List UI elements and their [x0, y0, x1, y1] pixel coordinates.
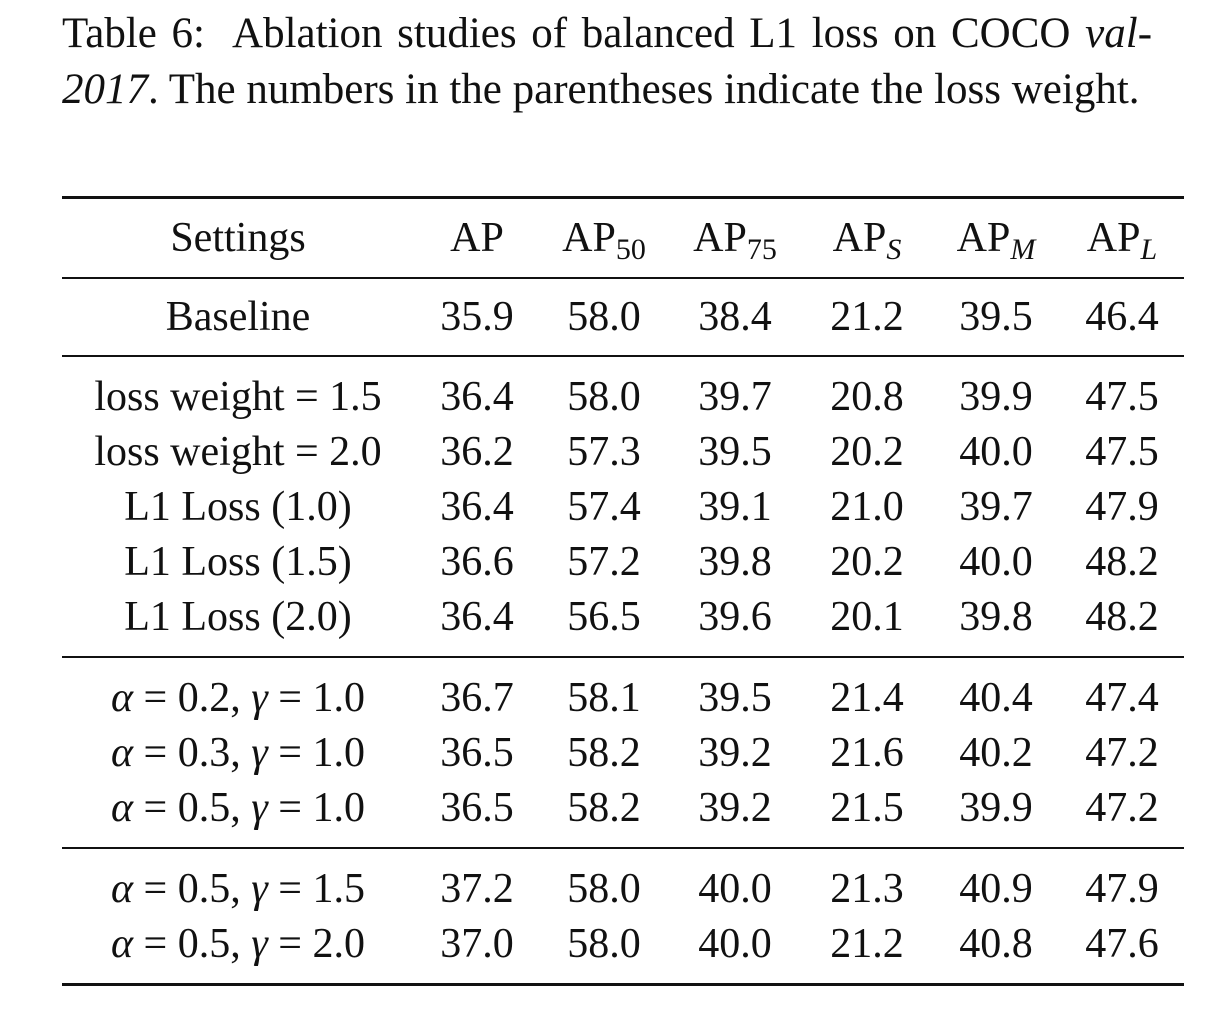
- cell-ap75: 39.1: [698, 483, 772, 530]
- table-row: [62, 657, 1184, 725]
- cell-aps: 21.4: [830, 674, 904, 721]
- cell-ap: 35.9: [440, 294, 514, 340]
- table-caption: [62, 6, 1152, 118]
- header-row: [62, 198, 1184, 279]
- gamma-value: 1.5: [312, 865, 365, 912]
- cell-apm: 40.0: [959, 428, 1033, 475]
- alpha-value: 0.3: [177, 729, 231, 776]
- cell-ap50: 58.0: [567, 865, 641, 912]
- cell-apm: 39.9: [959, 784, 1033, 831]
- table-row: [62, 534, 1184, 589]
- header-ap75: $AP_{75}$: [693, 215, 777, 266]
- row-setting: α = 0.3, γ = 1.0: [111, 729, 365, 776]
- cell-ap75: 40.0: [698, 865, 772, 912]
- cell-apl: 47.5: [1085, 428, 1159, 475]
- cell-apl: 47.9: [1085, 865, 1159, 912]
- cell-apm: 40.2: [959, 729, 1033, 776]
- cell-aps: 20.2: [830, 428, 904, 475]
- cell-apl: 47.2: [1085, 784, 1159, 831]
- cell-ap75: 39.5: [698, 428, 772, 475]
- caption-label: Table 6:: [62, 10, 206, 57]
- cell-ap: 36.4: [440, 373, 514, 420]
- row-setting: α = 0.5, γ = 2.0: [111, 920, 365, 967]
- cell-ap50: 57.3: [567, 428, 641, 475]
- header-aps: $AP_S$: [832, 215, 902, 266]
- gamma-value: 1.0: [312, 674, 365, 721]
- header-apl: $AP_L$: [1086, 215, 1158, 266]
- cell-ap75: 39.5: [698, 674, 772, 721]
- table-row: [62, 916, 1184, 985]
- cell-ap75: 38.4: [698, 294, 772, 340]
- cell-apm: 40.4: [959, 674, 1033, 721]
- caption-text-end: . The numbers in the parentheses indicate the loss weight.: [148, 66, 1140, 113]
- cell-apm: 39.9: [959, 373, 1033, 420]
- table-row: [62, 848, 1184, 916]
- row-setting: α = 0.5, γ = 1.5: [111, 865, 365, 912]
- cell-apm: 40.9: [959, 865, 1033, 912]
- cell-ap75: 39.6: [698, 593, 772, 640]
- cell-aps: 20.2: [830, 538, 904, 585]
- alpha-value: 0.5: [177, 784, 231, 831]
- cell-ap50: 58.0: [567, 373, 641, 420]
- cell-apm: 39.8: [959, 593, 1033, 640]
- cell-apm: 39.5: [959, 294, 1033, 340]
- cell-aps: 21.2: [830, 294, 904, 340]
- cell-apl: 47.4: [1085, 674, 1159, 721]
- table-row: [62, 278, 1184, 356]
- cell-ap: 36.4: [440, 483, 514, 530]
- alpha-value: 0.2: [177, 674, 231, 721]
- row-setting: Baseline: [165, 294, 311, 340]
- cell-aps: 20.1: [830, 593, 904, 640]
- caption-text: Ablation studies of balanced L1 loss on COCO: [232, 10, 1071, 57]
- header-apm: $AP_M$: [956, 215, 1036, 266]
- row-setting: α = 0.5, γ = 1.0: [111, 784, 365, 831]
- cell-ap: 36.5: [440, 729, 514, 776]
- cell-ap: 37.0: [440, 920, 514, 967]
- table-row: [62, 725, 1184, 780]
- cell-ap50: 58.2: [567, 729, 641, 776]
- row-setting: loss weight = 1.5: [94, 373, 382, 420]
- cell-ap50: 58.0: [567, 920, 641, 967]
- cell-apl: 47.6: [1085, 920, 1159, 967]
- header-settings: Settings: [170, 215, 306, 261]
- row-setting: α = 0.2, γ = 1.0: [111, 674, 365, 721]
- cell-apl: 47.5: [1085, 373, 1159, 420]
- cell-ap75: 39.2: [698, 784, 772, 831]
- gamma-value: 1.0: [312, 784, 365, 831]
- cell-apl: 47.2: [1085, 729, 1159, 776]
- cell-ap75: 39.8: [698, 538, 772, 585]
- cell-ap75: 40.0: [698, 920, 772, 967]
- cell-apm: 40.0: [959, 538, 1033, 585]
- gamma-value: 2.0: [312, 920, 365, 967]
- cell-aps: 21.3: [830, 865, 904, 912]
- cell-aps: 21.6: [830, 729, 904, 776]
- cell-ap75: 39.2: [698, 729, 772, 776]
- row-setting: L1 Loss (1.5): [124, 538, 352, 585]
- cell-ap50: 58.0: [567, 294, 641, 340]
- cell-ap: 36.7: [440, 674, 514, 721]
- cell-ap: 36.4: [440, 593, 514, 640]
- row-setting: L1 Loss (1.0): [124, 483, 352, 530]
- header-ap: AP: [450, 215, 504, 261]
- ablation-table: [62, 196, 1184, 986]
- table-row: [62, 589, 1184, 657]
- row-setting: L1 Loss (2.0): [124, 593, 352, 640]
- cell-ap50: 58.2: [567, 784, 641, 831]
- cell-aps: 20.8: [830, 373, 904, 420]
- cell-aps: 21.2: [830, 920, 904, 967]
- header-ap50: $AP_{50}$: [562, 215, 646, 266]
- table-row: [62, 424, 1184, 479]
- cell-apm: 40.8: [959, 920, 1033, 967]
- table-row: [62, 479, 1184, 534]
- table-row: [62, 356, 1184, 424]
- alpha-value: 0.5: [177, 865, 231, 912]
- cell-ap75: 39.7: [698, 373, 772, 420]
- cell-ap50: 56.5: [567, 593, 641, 640]
- cell-ap50: 57.4: [567, 483, 641, 530]
- cell-apm: 39.7: [959, 483, 1033, 530]
- cell-ap: 36.2: [440, 428, 514, 475]
- cell-aps: 21.0: [830, 483, 904, 530]
- gamma-value: 1.0: [312, 729, 365, 776]
- cell-apl: 46.4: [1085, 294, 1159, 340]
- cell-apl: 48.2: [1085, 538, 1159, 585]
- cell-apl: 47.9: [1085, 483, 1159, 530]
- cell-ap: 36.6: [440, 538, 514, 585]
- caption-dataset: val-2017: [62, 10, 1153, 113]
- table-row: [62, 780, 1184, 848]
- cell-ap50: 58.1: [567, 674, 641, 721]
- cell-apl: 48.2: [1085, 593, 1159, 640]
- cell-ap50: 57.2: [567, 538, 641, 585]
- cell-ap: 37.2: [440, 865, 514, 912]
- alpha-value: 0.5: [177, 920, 231, 967]
- row-setting: loss weight = 2.0: [94, 428, 382, 475]
- cell-aps: 21.5: [830, 784, 904, 831]
- cell-ap: 36.5: [440, 784, 514, 831]
